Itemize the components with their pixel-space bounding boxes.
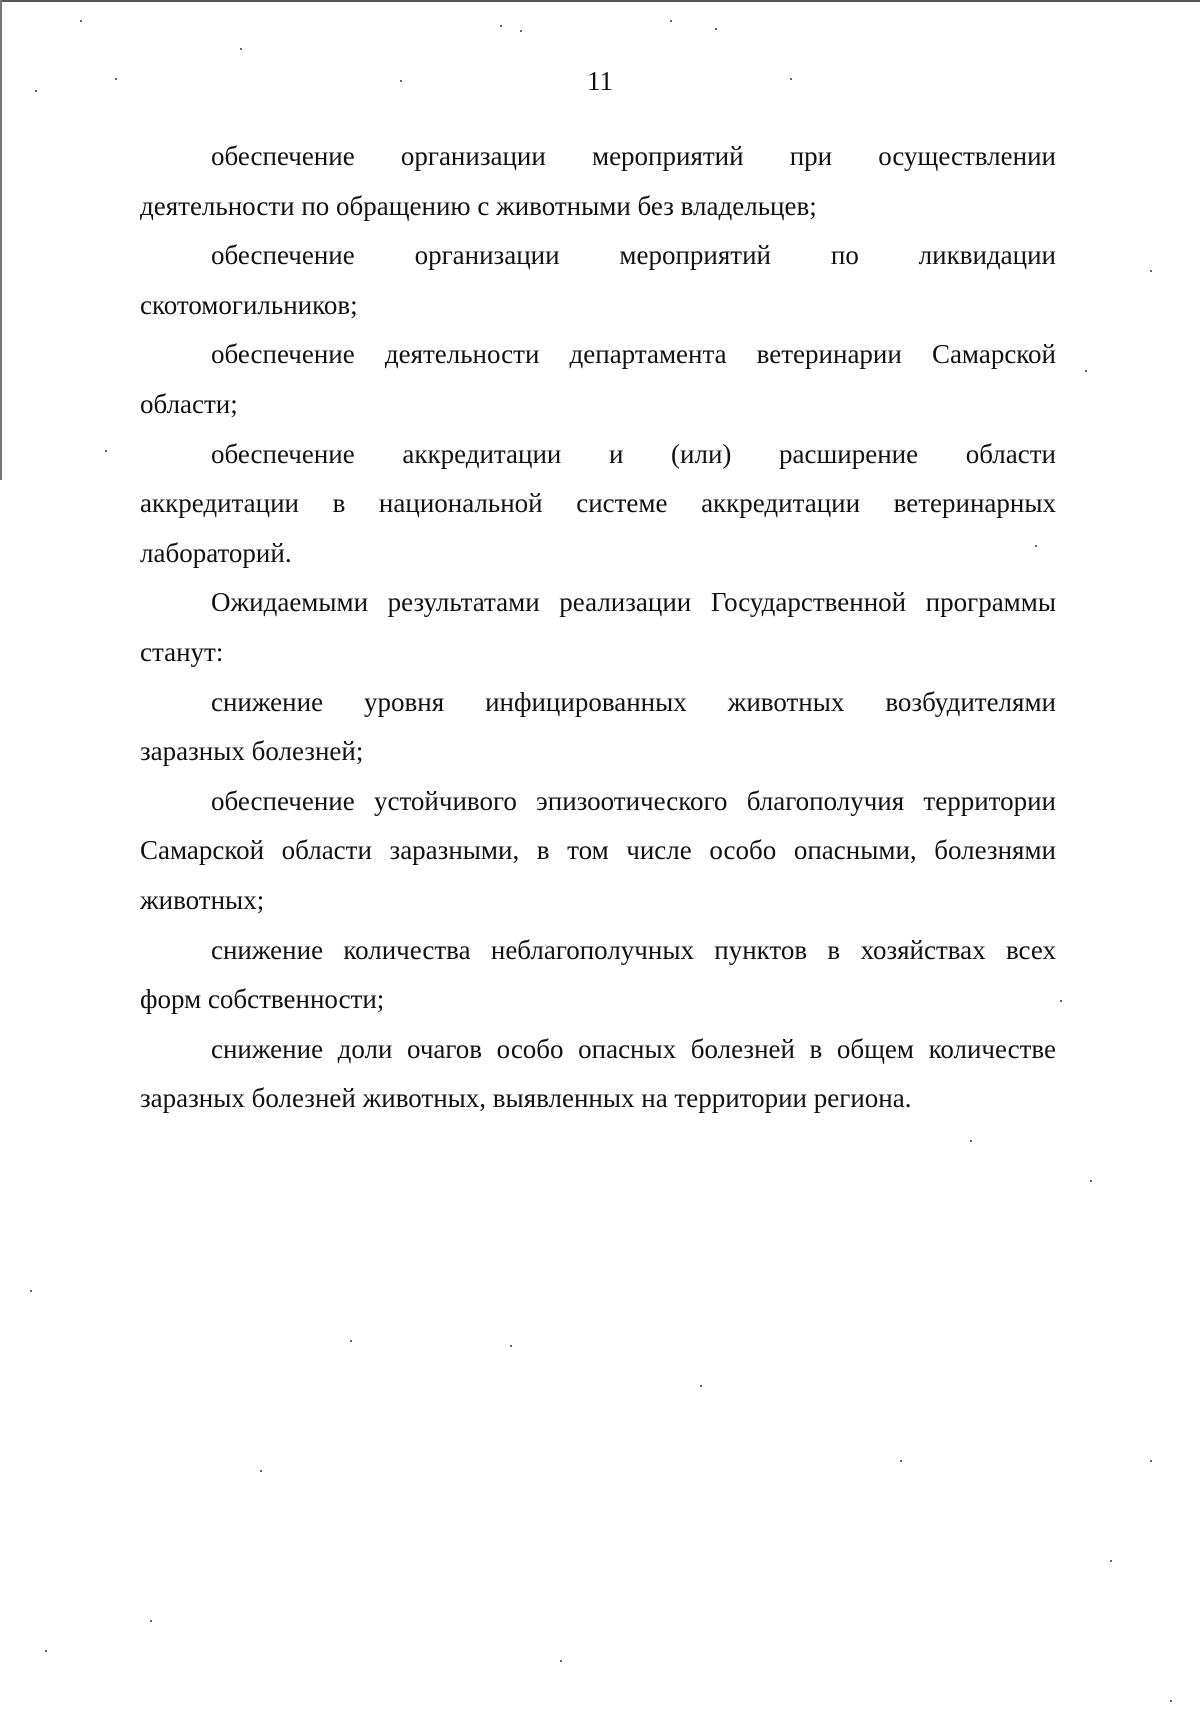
scan-speck (500, 25, 502, 27)
text-line: снижение доли очагов особо опасных болезней в общем количестве (211, 1033, 1056, 1064)
paragraph (140, 926, 1056, 1025)
text-line: обеспечение организации мероприятий при осуществлении (211, 141, 1056, 171)
page-number: 11 (587, 66, 613, 96)
scan-top-border (0, 0, 1200, 2)
text-line: снижение уровня инфицированных животных возбудителями (211, 686, 1056, 717)
document-body (140, 132, 1056, 1124)
scan-speck (700, 1385, 702, 1387)
text-line: лабораторий. (140, 537, 292, 568)
text-line: заразных болезней животных, выявленных на территории региона. (140, 1083, 912, 1114)
scan-speck (1060, 1000, 1062, 1002)
scan-speck (45, 1650, 47, 1652)
scan-speck (150, 1620, 152, 1622)
scan-speck (105, 450, 107, 452)
text-line: деятельности по обращению с животными без владельцев; (140, 190, 817, 221)
scan-speck (1035, 545, 1037, 547)
scan-speck (240, 48, 242, 50)
text-line: обеспечение аккредитации и (или) расширение области (211, 438, 1056, 469)
paragraph (140, 1025, 1056, 1124)
scan-speck (520, 30, 522, 32)
scan-speck (350, 1340, 352, 1342)
text-line: обеспечение организации мероприятий по ликвидации (211, 240, 1056, 271)
text-line: обеспечение деятельности департамента ветеринарии Самарской (211, 339, 1056, 370)
text-line: скотомогильников; (140, 289, 358, 320)
scan-speck (1090, 1180, 1092, 1182)
scan-speck (80, 20, 82, 22)
text-line: животных; (140, 884, 265, 915)
paragraph (140, 777, 1056, 926)
paragraph (140, 678, 1056, 777)
scan-speck (510, 1345, 512, 1347)
paragraph (140, 578, 1056, 677)
text-line: Самарской области заразными, в том числе особо опасными, болезнями (140, 835, 1056, 866)
text-line: снижение количества неблагополучных пунктов в хозяйствах всех (211, 934, 1056, 965)
paragraph (140, 330, 1056, 429)
text-line: форм собственности; (140, 984, 385, 1015)
text-line: Ожидаемыми результатами реализации Государственной программы (211, 587, 1056, 618)
paragraph (140, 231, 1056, 330)
scan-speck (1150, 270, 1152, 272)
scan-speck (400, 80, 402, 82)
scan-speck (560, 1660, 562, 1662)
text-line: обеспечение устойчивого эпизоотического благополучия территории (211, 785, 1056, 816)
scan-speck (1170, 1700, 1172, 1702)
scan-speck (1150, 1460, 1152, 1462)
scan-speck (790, 78, 792, 80)
text-line: области; (140, 388, 238, 419)
scan-speck (1110, 1560, 1112, 1562)
paragraph (140, 132, 1056, 231)
scan-speck (900, 1460, 902, 1462)
scan-speck (260, 1470, 262, 1472)
scan-speck (970, 1140, 972, 1142)
scan-speck (35, 90, 37, 92)
scan-speck (670, 20, 672, 22)
text-line: заразных болезней; (140, 736, 364, 767)
paragraph (140, 430, 1056, 579)
text-line: станут: (140, 636, 224, 667)
scan-speck (1085, 370, 1087, 372)
text-line: аккредитации в национальной системе аккредитации ветеринарных (140, 488, 1056, 519)
scan-speck (715, 28, 717, 30)
scan-speck (115, 78, 117, 80)
scan-speck (30, 1290, 32, 1292)
